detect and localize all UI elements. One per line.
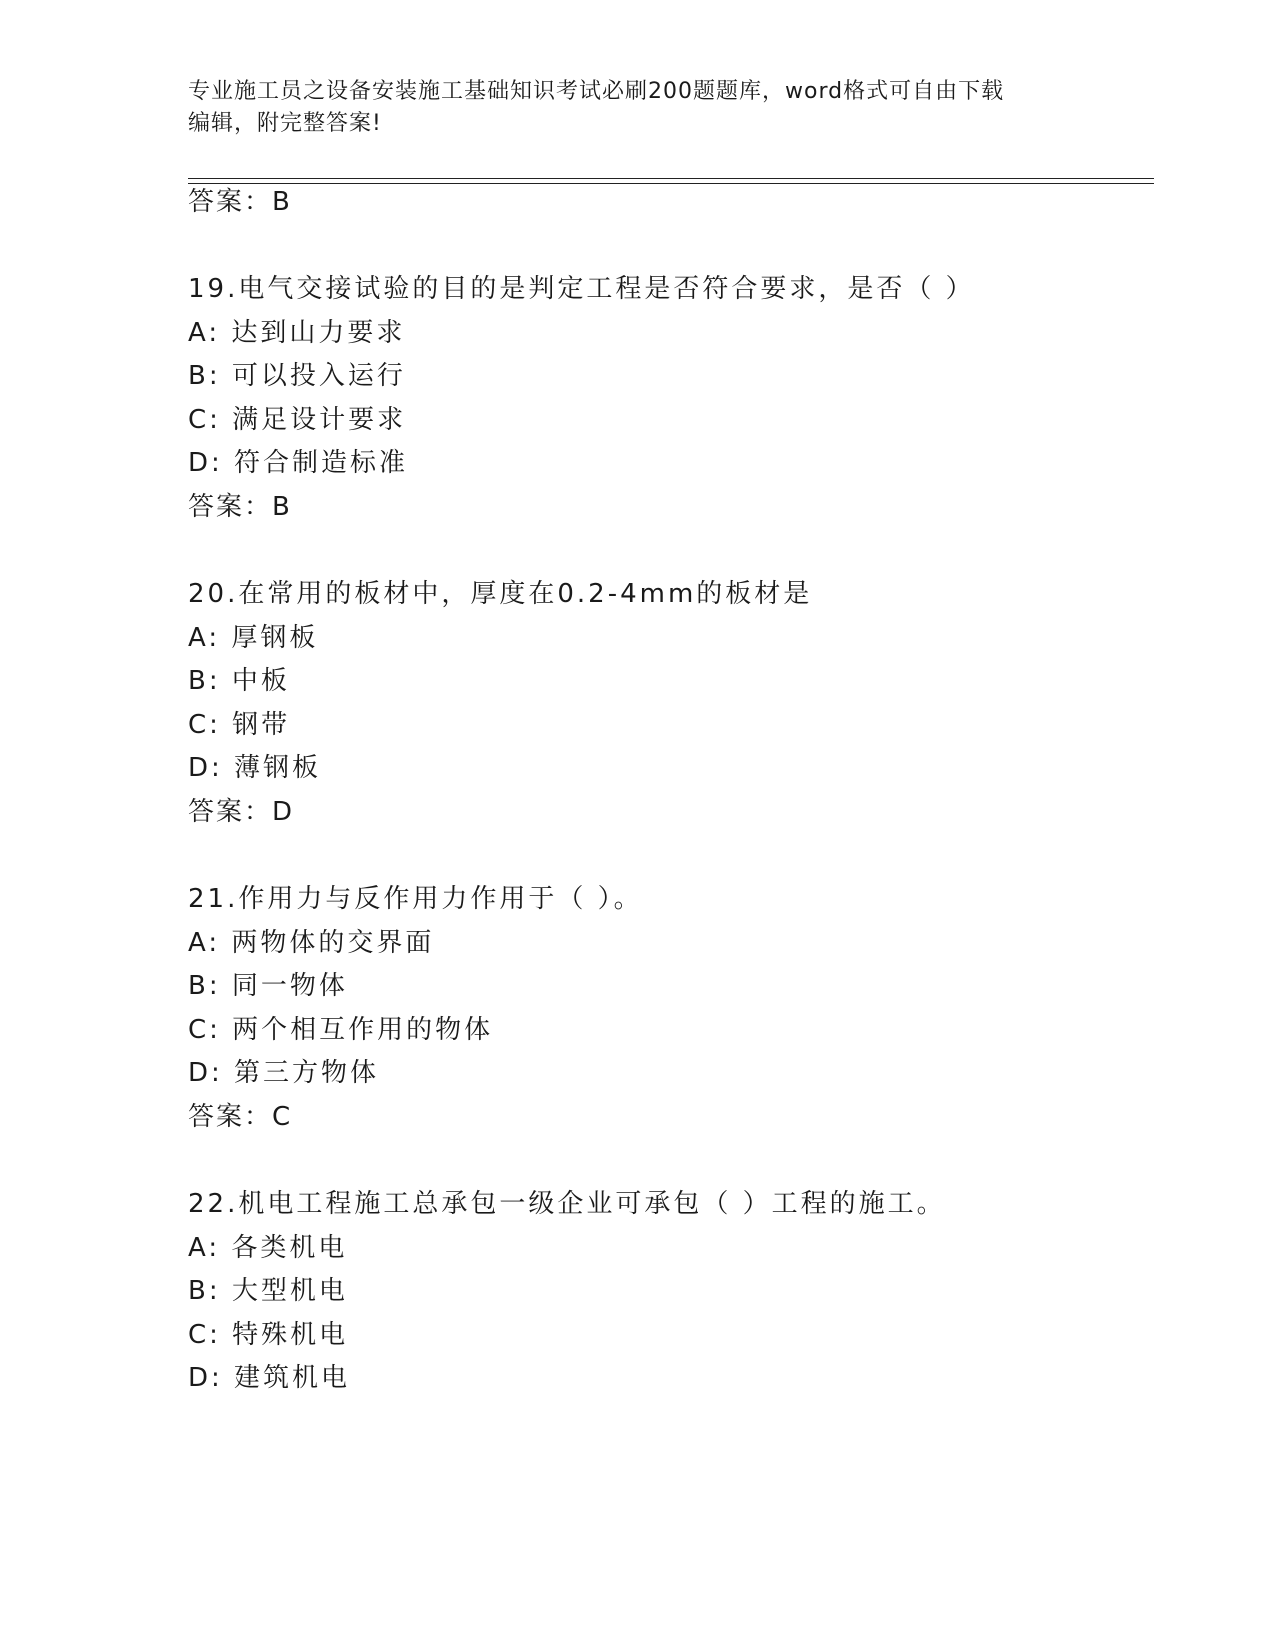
header-title-line2: 编辑，附完整答案! [188,111,382,136]
option-c: C: 钢带 [188,710,291,740]
option-a: A: 两物体的交界面 [188,928,435,958]
answer: 答案：C [188,1102,293,1132]
question-stem: 20.在常用的板材中，厚度在0.2-4mm的板材是 [188,579,813,609]
question-stem: 19.电气交接试验的目的是判定工程是否符合要求，是否（ ） [188,274,975,304]
question-stem: 21.作用力与反作用力作用于（ ）。 [188,884,643,914]
option-d: D: 符合制造标准 [188,448,409,478]
option-d: D: 第三方物体 [188,1058,380,1088]
header-title-line1: 专业施工员之设备安装施工基础知识考试必刷200题题库，word格式可自由下载 [188,79,1005,104]
option-c: C: 满足设计要求 [188,405,407,435]
option-a: A: 各类机电 [188,1233,348,1263]
answer-previous: 答案：B [188,187,292,217]
option-d: D: 薄钢板 [188,753,322,783]
header-rule-top [188,178,1154,179]
answer: 答案：D [188,797,295,827]
option-c: C: 特殊机电 [188,1320,349,1350]
option-d: D: 建筑机电 [188,1363,351,1393]
option-a: A: 厚钢板 [188,623,319,653]
option-a: A: 达到山力要求 [188,318,406,348]
option-c: C: 两个相互作用的物体 [188,1015,494,1045]
answer: 答案：B [188,492,292,522]
option-b: B: 同一物体 [188,971,348,1001]
option-b: B: 可以投入运行 [188,361,406,391]
question-stem: 22.机电工程施工总承包一级企业可承包（ ）工程的施工。 [188,1189,946,1219]
option-b: B: 中板 [188,666,290,696]
option-b: B: 大型机电 [188,1276,348,1306]
header-rule-bottom [188,183,1154,184]
